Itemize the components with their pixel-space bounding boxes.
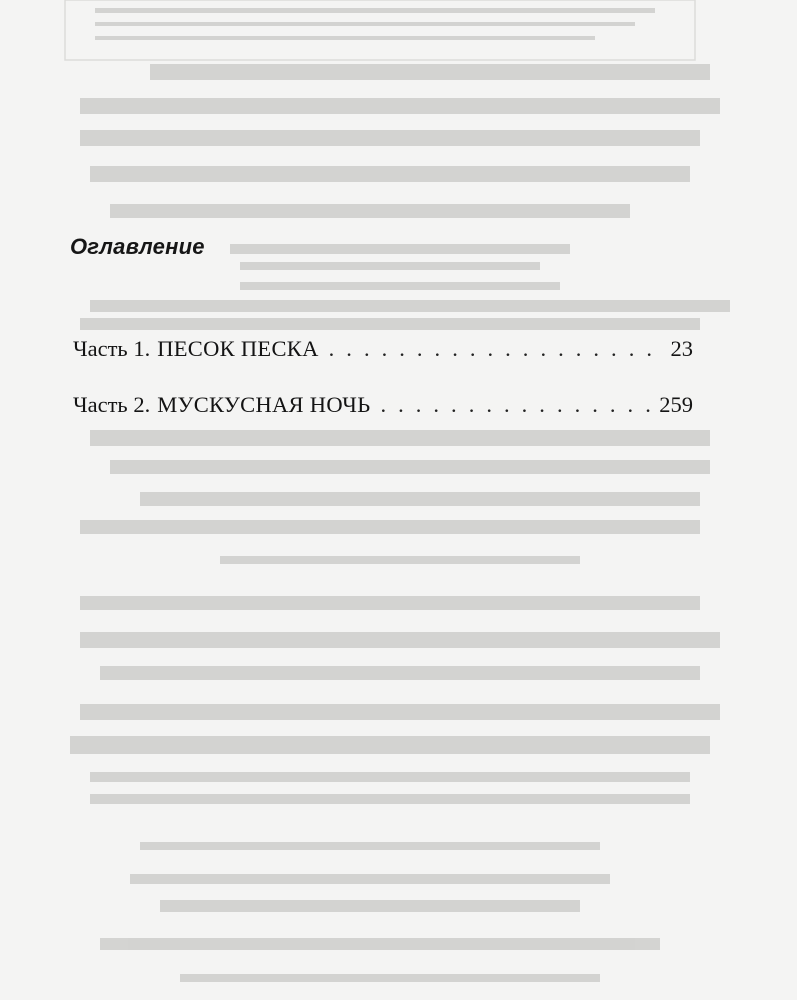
toc-entry-part-1[interactable] xyxy=(73,336,693,362)
toc-entry-title: ПЕСОК ПЕСКА xyxy=(157,336,319,361)
toc-entry-page-number: 23 xyxy=(670,336,693,361)
toc-heading: Оглавление xyxy=(70,234,205,259)
toc-dot-leader xyxy=(380,392,653,418)
toc-dot-leader xyxy=(329,336,665,362)
toc-entry-prefix: Часть 1. xyxy=(73,336,151,361)
toc-entry-prefix: Часть 2. xyxy=(73,392,151,417)
toc-entry-page-number: 259 xyxy=(659,392,693,417)
toc-entry-title: МУСКУСНАЯ НОЧЬ xyxy=(157,392,371,417)
toc-entry-part-2[interactable] xyxy=(73,392,693,418)
